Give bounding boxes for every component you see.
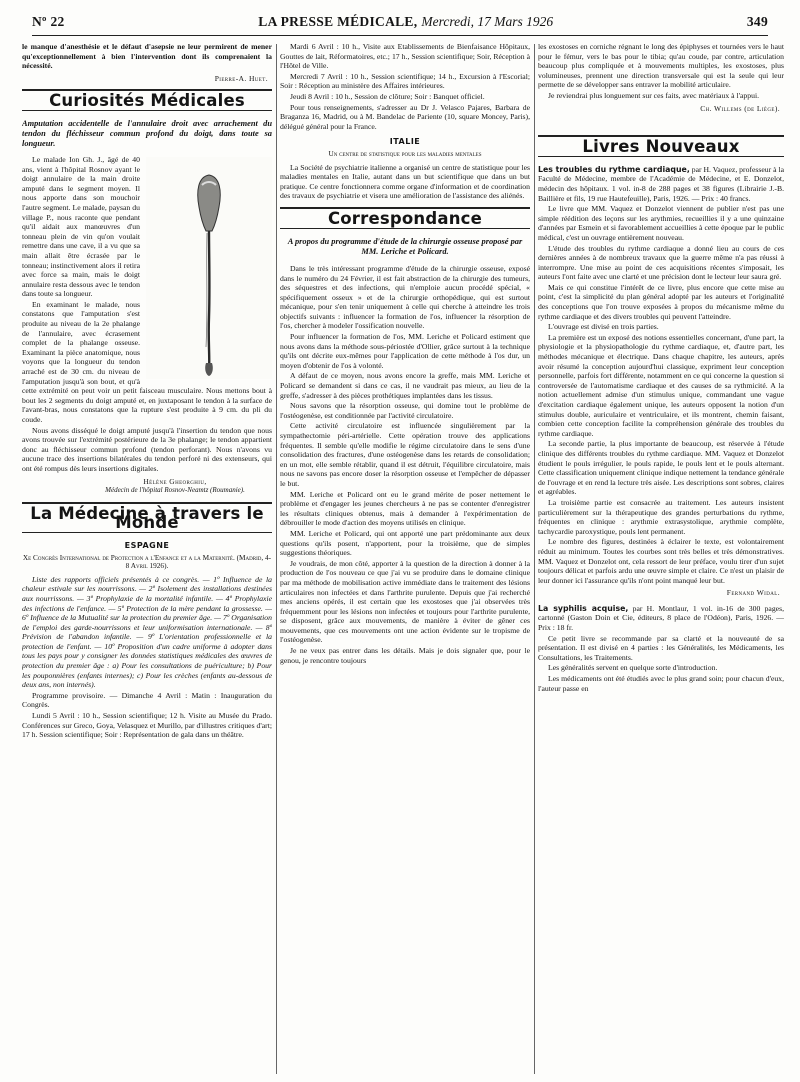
article-ending: le manque d'anesthésie et le défaut d'asepsie ne leur permirent de mener qu'exceptionnellement à bien l'intervention dont ils comprenaient la nécessité. — [22, 42, 272, 71]
book-reference — [538, 604, 784, 633]
letter-paragraph: Cette activité circulatoire est influencée singulièrement par la sympathectomie péri-artérielle. Cette opération trouve des applications fréquentes. Il semble qu'elle modifie le régime circulatoire dans le sens d'une consolidation des fractures, d'une ostéogenèse dans les retards de consolidation; en un mot, elle semble rétablir, quand il est détruit, l'équilibre circulatoire, mais nous ne savons pas encore doser la résorption osseuse et l'empêcher de dépasser le but. — [280, 421, 530, 488]
letter-paragraph: Je ne veux pas entrer dans les détails. Mais je dois signaler que, pour le genou, je rencontre toujours — [280, 646, 530, 665]
info-paragraph: Pour tous renseignements, s'adresser au Dr J. Velasco Pajares, Barbara de Braganza 16, Madrid, ou à M. Bandelac de Pariente (10, square Moncey, Paris), délégué général pour la France. — [280, 102, 530, 131]
author-signature: Hélène Gheorghiu, Médecin de l'hôpital Rosnov-Neamtz (Roumanie). — [105, 476, 245, 495]
column-1 — [22, 42, 272, 1074]
program-paragraph: Mercredi 7 Avril : 10 h., Session scientifique; 14 h., Excursion à l'Escorial; Soir : Réception au ministère des Affaires intérieures. — [280, 71, 530, 91]
page-number: 349 — [746, 14, 768, 29]
letter-paragraph: Je voudrais, de mon côté, apporter à la question de la direction à donner à la production de l'os nouveau ce que j'ai vu se produire dans le domaine clinique par ma méthode de mobilisation active immédiate dans le traitement des lésions articulaires non infectées et dans l'arthrite purulente. Depuis que j'ai recherché mes anciens opérés, il est certain que les exostoses que j'ai observées très fréquemment pour les lésions non infectées et toujours pour l'arthrite purulente, se disposent, grâce aux mouvements, de manière à éviter de gêner ces mouvements, que ces mouvements ont une action évidente sur le tropisme de l'ostéogenèse. — [280, 558, 530, 645]
review-paragraph: Les médicaments ont été étudiés avec le plus grand soin; pour chacun d'eux, l'auteur passe en — [538, 674, 784, 693]
finger-tendon-figure — [146, 157, 272, 379]
case-paragraph: Nous avons disséqué le doigt amputé jusqu'à l'insertion du tendon que nous avons trouvée sur l'extrémité postérieure de la 3e phalange; le tendon appartient donc au fléchisseur commun profond (tendon perforant). Nous n'avons vu aucune trace des insertions bilatérales du tendon perforé ni des extenseurs, qui ont été rompus dès leurs insertions digitales. — [22, 425, 272, 473]
book-title: Les troubles du rythme cardiaque, — [538, 164, 690, 174]
section-title-medecine-monde: La Médecine à travers le Monde — [22, 502, 272, 533]
case-paragraph: En examinant le malade, nous constatons que l'amputation s'est produite au niveau de la 2e phalange de l'annulaire, avec écrasement complet de la phalange osseuse. Examinant la pièce anatomique, nous voyons que la longueur du tendon arraché est de 30 cm. du niveau de l'amputation jusqu'à son bout, et qu'à cette extrémité on peut voir un petit faisceau musculaire. Nous mettons bout à bout les 2 segments du doigt amputé et, en juxtaposant le tendon à la surface de l'avant-bras, nous constatons que la rupture s'est produite à 9 cm. du pli du coude. — [22, 299, 272, 424]
case-paragraph: Le malade Ion Gh. J., âgé de 40 ans, vient à l'hôpital Rosnov ayant le doigt annulaire de la main droite amputé dans le segment moyen. Il nous apporte dans son mouchoir l'autre segment. Le malade, paysan du village P., nous raconte que pendant qu'il aidait aux manœuvres d'un tonneau plein de vin qu'on voulait remettre dans une cave, il a vu que sa main allait être écrasée par le tonneau; instinctivement alors il retira avec force sa main, mais le doigt annulaire resta dessous avec le tendon dans toute sa longueur. — [22, 154, 140, 299]
review-paragraph: Le livre que MM. Vaquez et Donzelot viennent de publier n'est pas une simple réédition des leçons sur les arythmies, recueillies il y a une quinzaine d'années par Esmein et si favorablement accueillies à cette époque par le public médical, c'est un ouvrage entièrement nouveau. — [538, 204, 784, 242]
review-paragraph: Le nombre des figures, destinées à éclairer le texte, est volontairement réduit au minimum. Toutes les courbes sont très belles et très démonstratives. MM. Vaquez et Donzelot ont, cela ressort de leur préface, voulu tirer d'un sujet toujours délicat et parfois ardu une œuvre simple et claire. Ce n'est un plaisir de leur donner ici l'assurance qu'ils n'ont point manqué leur but. — [538, 537, 784, 585]
author-signature: Fernand Widal. — [726, 588, 780, 598]
review-paragraph: La troisième partie est consacrée au traitement. Les auteurs insistent particulièrement sur la thérapeutique des grandes perturbations du rythme, fréquentes en clinique : arythmie extrasystolique, arythmie complète, tachycardie paroxystique, pouls lent permanent. — [538, 497, 784, 536]
review-paragraph: La seconde partie, la plus importante de beaucoup, est réservée à l'étude clinique des différents troubles du rythme cardiaque. MM. Vaquez et Donzelot étudient le pouls irrégulier, le pouls rapide, le pouls lent et le pouls alternant. Cette classification uniquement clinique indique nettement la tendance générale de l'ouvrage et en rend la lecture très aisée. Les descriptions sont sobres, claires et agréables. — [538, 439, 784, 497]
letter-paragraph: A défaut de ce moyen, nous avons encore la greffe, mais MM. Leriche et Policard se demandent si dans ce cas, il ne vaudrait pas mieux, au lieu de la greffe, s'adresser à des pièces prothétiques implantées dans les tissus. — [280, 371, 530, 400]
letter-paragraph: Dans le très intéressant programme d'étude de la chirurgie osseuse, exposé dans le numéro du 24 Février, il est fait abstraction de la chirurgie des tumeurs, des séquestres et des infections, qui n'emploie aucun procédé spécial, « spécifiquement osseux » et de la chirurgie orthopédique, qui est surtout mécanique, pour s'en tenir uniquement à celle qui cherche à atteindre les trois objectifs suivants : influencer la formation de l'os, influencer la résorption de l'os, chercher à modeler l'ossification nouvelle. — [280, 263, 530, 331]
letter-paragraph: MM. Leriche et Policard, qui ont apporté une part prédominante aux deux questions qu'ils posent, n'apportent, pour la troisième, que de simples suggestions théoriques. — [280, 528, 530, 558]
congress-title: Xe Congrès International de Protection a l'Enfance et a la Maternité. (Madrid, 4-8 Avril 1926). — [22, 552, 272, 571]
column-rule — [534, 44, 535, 1074]
book-details: par H. Vaquez, professeur à la Faculté de Médecine, membre de l'Académie de Médecine, et E. Donzelot, médecin des hôpitaux. 1 vol. in-8 de 288 pages et 38 figures (Librairie J.-B. Baillière et fils, 19 rue Hautefeuille), Paris, 1926. — Prix : 40 francs. — [538, 164, 784, 203]
review-paragraph: Ce petit livre se recommande par sa clarté et la nouveauté de sa présentation. Il est divisé en 4 parties : les Généralités, les Médicaments, les Consultations, les Traitements. — [538, 633, 784, 662]
column-2 — [280, 42, 530, 1074]
book-reference — [538, 165, 784, 203]
letter-subtitle: A propos du programme d'étude de la chirurgie osseuse proposé par MM. Leriche et Policard. — [287, 236, 523, 256]
review-paragraph: L'étude des troubles du rythme cardiaque a donné lieu au cours de ces dernières années à de nombreux travaux que la guerre même n'a pas réussi à interrompre. Une mise au point de ces acquisitions récentes s'imposait, les auteurs l'ont faite avec une clarté et une précision dont le lecteur leur saura gré. — [538, 243, 784, 282]
article-subtitle: Amputation accidentelle de l'annulaire droit avec arrachement du tendon du fléchisseur commun profond du doigt, dans toute sa longueur. — [22, 118, 272, 148]
letter-paragraph: Je reviendrai plus longuement sur ces faits, avec matériaux à l'appui. — [548, 90, 760, 100]
section-title-curiosites: Curiosités Médicales — [22, 89, 272, 111]
review-paragraph: La première est un exposé des notions essentielles concernant, d'une part, la physiologie et la physiopathologie du rythme cardiaque, et, d'autre part, les méthodes mécanique et électrique. Dans chaque chapitre, les auteurs, après avoir résumé la conception aujourd'hui classique, expriment leur conception personnelle, parfois fort différente, notamment en ce qui concerne la question si controversée de l'automatisme cardiaque et des causes de sa rythmicité. A la notion actuellement admise d'un stimulus unique, commandant une vague d'excitation cardiaque également unique, les auteurs opposent la notion d'un stimulus double, auriculaire et ventriculaire, et ils montrent, chemin faisant, combien cette conception facilite la compréhension générale des troubles du rythme cardiaque. — [538, 332, 784, 438]
author-signature: Pierre-A. Huet. — [214, 73, 268, 83]
page-header — [32, 14, 768, 36]
amputated-finger-icon — [146, 157, 272, 379]
section-title-livres: Livres Nouveaux — [538, 135, 784, 157]
section-title-correspondance: Correspondance — [280, 207, 530, 229]
review-paragraph: Mais ce qui constitue l'intérêt de ce livre, plus encore que cette mise au point, c'est la simplicité du plan général adopté par les auteurs et l'originalité des conceptions que l'on trouve exposées à propos du mécanisme même du rythme cardiaque et des divers troubles qui peuvent l'atteindre. — [538, 282, 784, 321]
letter-paragraph: MM. Leriche et Policard ont eu le grand mérite de poser nettement le problème et d'engager les jeunes chercheurs à ne pas se contenter d'enregistrer les résultats cliniques obtenus, mais à demander à l'expérimentation de débrouiller le mode d'action des moyens utilisés en clinique. — [280, 489, 530, 528]
country-heading: ESPAGNE — [124, 540, 170, 550]
review-paragraph: Les généralités servent en quelque sorte d'introduction. — [548, 663, 718, 673]
country-heading: ITALIE — [389, 137, 421, 147]
program-paragraph: Mardi 6 Avril : 10 h., Visite aux Etablissements de Bienfaisance Hôpitaux, Gouttes de lait, Réformatoires, etc.; 17 h., Session scientifique; Soir, Réception à l'Hôtel de Ville. — [280, 42, 530, 71]
issue-number: Nº 22 — [32, 14, 65, 29]
program-paragraph: Programme provisoire. — Dimanche 4 Avril : Matin : Inauguration du Congrès. — [22, 690, 272, 710]
news-title: Un centre de statistique pour les maladies mentales — [328, 148, 482, 158]
book-title: La syphilis acquise, — [538, 603, 629, 613]
column-3 — [538, 42, 784, 1074]
letter-paragraph: les exostoses en corniche régnant le long des épiphyses et tournées vers le haut pour le fémur, vers le bas pour le tibia; qu'au coude, par contre, articulation beaucoup plus compliquée et à mouvements multiples, les exostoses, plus volumineuses, prennent une direction transversale qui est la seule qui leur permette de se développer sans entraver la mobilité articulaire. — [538, 42, 784, 90]
column-rule — [276, 44, 277, 1074]
reports-list: Liste des rapports officiels présentés à ce congrès. — 1º Influence de la chaleur estivale sur les nourrissons. — 2º Isolement des installations destinées aux nourrissons. — 3º Prophylaxie de la mortalité infantile. — 4º Prophylaxie des infections de l'enfance. — 5º Protection de la mère pendant la grossesse. — 6º Influence de la Mutualité sur la protection du premier âge. — 7º Organisation de l'emploi des garde-nourrissons et leur uniformisation internationale. — 8º Prévision de l'abandon infantile. — 9º L'orientation professionnelle et la protection de l'enfant. — 10º Proposition d'un cadre uniforme à adopter dans tous les pays pour y consigner les données statistiques médicales des œuvres de protection du premier âge : a) Pour les consultations de puériculture; b) Pour les pouponnières (enfants internes); c) Pour les crèches (enfants au-dessous de deux ans, non internés). — [22, 574, 272, 690]
program-paragraph: Lundi 5 Avril : 10 h., Session scientifique; 12 h. Visite au Musée du Prado. Conférences sur Greco, Goya, Velasquez et Murillo, par d'illustres critiques d'art; 17 h. Session scientifique; Soir : Représentation de gala dans un théâtre. — [22, 711, 272, 740]
issue-date: Mercredi, 17 Mars 1926 — [421, 14, 554, 29]
review-paragraph: L'ouvrage est divisé en trois parties. — [548, 322, 659, 332]
masthead — [258, 14, 553, 30]
book-details: par H. Montlaur, 1 vol. in-16 de 300 pages, cartonné (Gaston Doin et Cie, éditeurs, 8 place de l'Odéon), Paris, 1926. — Prix : 18 fr. — [538, 603, 784, 633]
news-paragraph: La Société de psychiatrie italienne a organisé un centre de statistique pour les maladies mentales en Italie, autant dans un but scientifique que dans un but pratique. Ce centre fonctionnera comme organe d'information et de coordination des travaux de psychiatrie et visera une amélioration de l'assistance des aliénés. — [280, 162, 530, 201]
letter-paragraph: Pour influencer la formation de l'os, MM. Leriche et Policard estiment que nous avons dans la méthode sous-périostée d'Ollier, grâce surtout à la technique qu'ils ont décrite eux-mêmes pour l'application de cette méthode à l'os dur, un moyen d'obtenir de l'os à volonté. — [280, 332, 530, 370]
letter-paragraph: Nous savons que la résorption osseuse, qui domine tout le problème de l'ostéogenèse, est conditionnée par l'activité circulatoire. — [280, 401, 530, 420]
program-paragraph: Jeudi 8 Avril : 10 h., Session de clôture; Soir : Banquet officiel. — [290, 91, 485, 101]
journal-title: LA PRESSE MÉDICALE, — [258, 14, 418, 29]
author-signature: Ch. Willems (de Liège). — [700, 103, 780, 113]
